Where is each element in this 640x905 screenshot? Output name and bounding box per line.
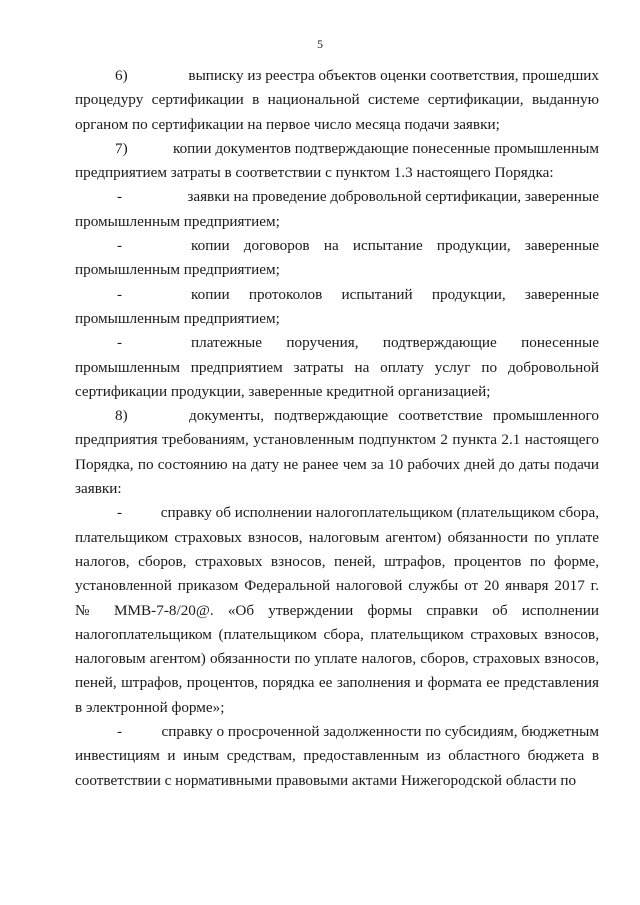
paragraph-line: в электронной форме»; — [75, 698, 225, 716]
list-marker: - — [117, 285, 123, 303]
paragraph-line: предприятием затраты в соответствии с пунктом 1.3 настоящего Порядка: — [75, 164, 554, 182]
paragraph-text: копии документов подтверждающие понесенные промышленным — [172, 139, 599, 157]
list-marker: - — [117, 237, 123, 255]
paragraph-line: № ММВ-7-8/20@. «Об утверждении формы справки об исполнении — [75, 601, 599, 619]
paragraph-item — [75, 720, 599, 793]
paragraph-first-line — [75, 404, 599, 428]
paragraph-line: предприятия требованиям, установленным подпунктом 2 пункта 2.1 настоящего — [75, 431, 599, 449]
list-marker: 8) — [115, 407, 128, 425]
paragraph-line: плательщиком страховых взносов, налоговым агентом) обязанности по уплате — [75, 528, 599, 546]
paragraph-item — [75, 185, 599, 234]
page-number: 5 — [317, 37, 323, 51]
paragraph-first-line — [75, 501, 599, 525]
list-marker: 6) — [115, 67, 128, 84]
paragraph-text: документы, подтверждающие соответствие промышленного — [189, 407, 599, 425]
paragraph-first-line — [75, 137, 599, 161]
paragraph-text: справку об исполнении налогоплательщиком (плательщиком сбора, — [160, 504, 599, 522]
paragraph-text: заявки на проведение добровольной сертификации, заверенные — [187, 188, 599, 206]
list-marker: - — [117, 504, 123, 522]
paragraph-line: промышленным предприятием; — [75, 261, 280, 279]
paragraph-line: процедуру сертификации в национальной системе сертификации, выданную — [75, 91, 599, 109]
paragraph-line: промышленным предприятием; — [75, 309, 280, 327]
paragraph-line: сертификации продукции, заверенные кредитной организацией; — [75, 382, 491, 400]
paragraph-first-line — [75, 283, 599, 307]
paragraph-line: органом по сертификации на первое число месяца подачи заявки; — [75, 115, 500, 133]
paragraph-line: промышленным предприятием затраты на оплату услуг по добровольной — [75, 358, 599, 376]
paragraph-text: платежные поручения, подтверждающие понесенные — [191, 334, 599, 352]
paragraph-text: справку о просроченной задолженности по субсидиям, бюджетным — [161, 723, 599, 741]
list-marker: 7) — [115, 139, 128, 157]
paragraph-item — [75, 283, 599, 332]
paragraph-first-line — [75, 185, 599, 209]
paragraph-item — [75, 331, 599, 404]
list-marker: - — [117, 188, 123, 206]
paragraph-line: налогов, сборов, страховых взносов, пеней, штрафов, процентов по форме, — [75, 552, 599, 570]
paragraph-line: налогоплательщиком (плательщиком сбора, плательщиком страховых взносов, — [75, 625, 599, 643]
paragraph-line: промышленным предприятием; — [75, 212, 280, 230]
paragraph-item — [75, 64, 599, 137]
paragraph-line: установленной приказом Федеральной налоговой службы от 20 января 2017 г. — [75, 577, 599, 595]
paragraph-text: копии протоколов испытаний продукции, заверенные — [191, 285, 599, 303]
paragraph-item — [75, 501, 599, 720]
paragraph-item — [75, 137, 599, 186]
paragraph-line: налоговым агентом) обязанности по уплате налогов, сборов, страховых взносов, — [75, 650, 599, 668]
paragraph-text: копии договоров на испытание продукции, заверенные — [191, 237, 599, 255]
paragraph-line: соответствии с нормативными правовыми актами Нижегородской области по — [75, 771, 577, 789]
paragraph-first-line — [75, 64, 599, 88]
paragraph-item — [75, 404, 599, 501]
document-body — [75, 64, 599, 793]
paragraph-item — [75, 234, 599, 283]
paragraph-first-line — [75, 720, 599, 744]
paragraph-line: заявки: — [75, 480, 122, 498]
paragraph-first-line — [75, 234, 599, 258]
list-marker: - — [117, 334, 123, 352]
paragraph-text: выписку из реестра объектов оценки соответствия, прошедших — [188, 67, 599, 84]
paragraph-line: инвестициям и иным средствам, предоставленным из областного бюджета в — [75, 747, 599, 765]
paragraph-line: пеней, штрафов, процентов, порядка ее заполнения и формата ее представления — [75, 674, 599, 692]
paragraph-first-line — [75, 331, 599, 355]
list-marker: - — [117, 723, 123, 741]
paragraph-line: Порядка, по состоянию на дату не ранее чем за 10 рабочих дней до даты подачи — [75, 455, 599, 473]
